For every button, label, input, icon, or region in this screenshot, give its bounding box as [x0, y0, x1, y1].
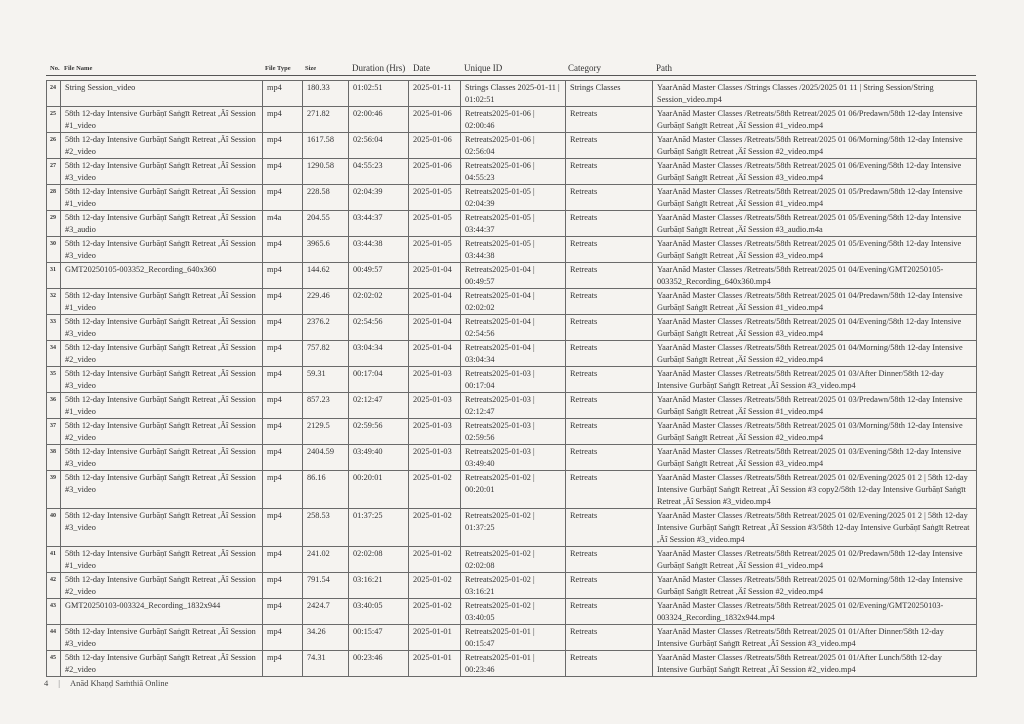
- header-no: No.: [50, 65, 60, 72]
- row-number-cell: 32: [47, 289, 61, 315]
- duration-cell: 03:40:05: [349, 599, 409, 625]
- table-row: [47, 651, 977, 677]
- file-path-cell: YaarAnād Master Classes /Retreats/58th Retreat/2025 01 06/Morning/58th 12-day Intensive Gurbāṇī Saṅgīt Retreat ,Äî Session #2_video.mp4: [653, 133, 977, 159]
- duration-cell: 02:56:04: [349, 133, 409, 159]
- file-size-cell: 241.02: [303, 547, 349, 573]
- unique-id-cell: Retreats2025-01-03 | 03:49:40: [461, 445, 566, 471]
- date-cell: 2025-01-06: [409, 107, 461, 133]
- file-type-cell: mp4: [263, 573, 303, 599]
- unique-id-cell: Retreats2025-01-03 | 02:12:47: [461, 393, 566, 419]
- date-cell: 2025-01-05: [409, 211, 461, 237]
- table-row: [47, 263, 977, 289]
- file-type-cell: mp4: [263, 107, 303, 133]
- row-number-cell: 27: [47, 159, 61, 185]
- table-row: [47, 81, 977, 107]
- file-type-cell: mp4: [263, 509, 303, 547]
- row-number-cell: 40: [47, 509, 61, 547]
- row-number-cell: 26: [47, 133, 61, 159]
- file-name-cell: GMT20250103-003324_Recording_1832x944: [61, 599, 263, 625]
- category-cell: Strings Classes: [566, 81, 653, 107]
- row-number-cell: 43: [47, 599, 61, 625]
- unique-id-cell: Retreats2025-01-06 | 02:00:46: [461, 107, 566, 133]
- date-cell: 2025-01-04: [409, 341, 461, 367]
- header-path: Path: [656, 63, 673, 73]
- category-cell: Retreats: [566, 573, 653, 599]
- category-cell: Retreats: [566, 509, 653, 547]
- row-number-cell: 37: [47, 419, 61, 445]
- category-cell: Retreats: [566, 471, 653, 509]
- file-name-cell: 58th 12-day Intensive Gurbāṇī Saṅgīt Retreat ,Äî Session #1_video: [61, 393, 263, 419]
- header-size: Size: [305, 65, 317, 72]
- file-path-cell: YaarAnād Master Classes /Retreats/58th Retreat/2025 01 02/Evening/2025 01 2 | 58th 12-day Intensive Gurbāṇī Saṅgīt Retreat ,Äî Session #3 copy2/58th 12-day Intensive Gurbāṇī Saṅgīt Retreat ,Äî Session #3_video.mp4: [653, 471, 977, 509]
- file-size-cell: 1290.58: [303, 159, 349, 185]
- duration-cell: 03:49:40: [349, 445, 409, 471]
- row-number-cell: 36: [47, 393, 61, 419]
- file-path-cell: YaarAnād Master Classes /Retreats/58th Retreat/2025 01 04/Evening/58th 12-day Intensive Gurbāṇī Saṅgīt Retreat ,Äî Session #3_video.mp4: [653, 315, 977, 341]
- category-cell: Retreats: [566, 393, 653, 419]
- unique-id-cell: Retreats2025-01-02 | 03:16:21: [461, 573, 566, 599]
- file-name-cell: 58th 12-day Intensive Gurbāṇī Saṅgīt Retreat ,Äî Session #1_video: [61, 547, 263, 573]
- file-name-cell: GMT20250105-003352_Recording_640x360: [61, 263, 263, 289]
- row-number-cell: 34: [47, 341, 61, 367]
- page-footer: [44, 678, 168, 688]
- duration-cell: 04:55:23: [349, 159, 409, 185]
- table-row: [47, 393, 977, 419]
- file-path-cell: YaarAnād Master Classes /Retreats/58th Retreat/2025 01 05/Evening/58th 12-day Intensive Gurbāṇī Saṅgīt Retreat ,Äî Session #3_audio.m4a: [653, 211, 977, 237]
- date-cell: 2025-01-06: [409, 133, 461, 159]
- file-size-cell: 74.31: [303, 651, 349, 677]
- file-size-cell: 791.54: [303, 573, 349, 599]
- page-number: 4: [44, 678, 49, 688]
- category-cell: Retreats: [566, 445, 653, 471]
- category-cell: Retreats: [566, 367, 653, 393]
- file-path-cell: YaarAnād Master Classes /Retreats/58th Retreat/2025 01 04/Morning/58th 12-day Intensive Gurbāṇī Saṅgīt Retreat ,Äî Session #2_video.mp4: [653, 341, 977, 367]
- unique-id-cell: Retreats2025-01-02 | 01:37:25: [461, 509, 566, 547]
- file-type-cell: mp4: [263, 237, 303, 263]
- file-type-cell: mp4: [263, 289, 303, 315]
- file-name-cell: 58th 12-day Intensive Gurbāṇī Saṅgīt Retreat ,Äî Session #2_video: [61, 419, 263, 445]
- unique-id-cell: Retreats2025-01-05 | 02:04:39: [461, 185, 566, 211]
- header-category: Category: [568, 63, 601, 73]
- unique-id-cell: Retreats2025-01-04 | 02:54:56: [461, 315, 566, 341]
- unique-id-cell: Retreats2025-01-06 | 02:56:04: [461, 133, 566, 159]
- category-cell: Retreats: [566, 107, 653, 133]
- unique-id-cell: Strings Classes 2025-01-11 | 01:02:51: [461, 81, 566, 107]
- unique-id-cell: Retreats2025-01-04 | 03:04:34: [461, 341, 566, 367]
- file-size-cell: 229.46: [303, 289, 349, 315]
- file-name-cell: 58th 12-day Intensive Gurbāṇī Saṅgīt Retreat ,Äî Session #1_video: [61, 185, 263, 211]
- row-number-cell: 25: [47, 107, 61, 133]
- date-cell: 2025-01-04: [409, 289, 461, 315]
- row-number-cell: 33: [47, 315, 61, 341]
- duration-cell: 00:49:57: [349, 263, 409, 289]
- file-size-cell: 180.33: [303, 81, 349, 107]
- file-path-cell: YaarAnād Master Classes /Retreats/58th Retreat/2025 01 06/Predawn/58th 12-day Intensive Gurbāṇī Saṅgīt Retreat ,Äî Session #1_video.mp4: [653, 107, 977, 133]
- category-cell: Retreats: [566, 159, 653, 185]
- unique-id-cell: Retreats2025-01-06 | 04:55:23: [461, 159, 566, 185]
- table-row: [47, 367, 977, 393]
- file-name-cell: 58th 12-day Intensive Gurbāṇī Saṅgīt Retreat ,Äî Session #3_video: [61, 237, 263, 263]
- duration-cell: 03:16:21: [349, 573, 409, 599]
- file-size-cell: 3965.6: [303, 237, 349, 263]
- date-cell: 2025-01-04: [409, 315, 461, 341]
- date-cell: 2025-01-03: [409, 445, 461, 471]
- file-path-cell: YaarAnād Master Classes /Retreats/58th Retreat/2025 01 05/Evening/58th 12-day Intensive Gurbāṇī Saṅgīt Retreat ,Äî Session #3_video.mp4: [653, 237, 977, 263]
- file-name-cell: 58th 12-day Intensive Gurbāṇī Saṅgīt Retreat ,Äî Session #2_video: [61, 651, 263, 677]
- duration-cell: 00:15:47: [349, 625, 409, 651]
- row-number-cell: 39: [47, 471, 61, 509]
- table-row: [47, 159, 977, 185]
- file-type-cell: mp4: [263, 547, 303, 573]
- file-type-cell: mp4: [263, 81, 303, 107]
- table-row: [47, 573, 977, 599]
- unique-id-cell: Retreats2025-01-01 | 00:23:46: [461, 651, 566, 677]
- date-cell: 2025-01-03: [409, 393, 461, 419]
- header-file-name: File Name: [64, 65, 93, 72]
- table-row: [47, 185, 977, 211]
- category-cell: Retreats: [566, 625, 653, 651]
- file-path-cell: YaarAnād Master Classes /Retreats/58th Retreat/2025 01 06/Evening/58th 12-day Intensive Gurbāṇī Saṅgīt Retreat ,Äî Session #3_video.mp4: [653, 159, 977, 185]
- duration-cell: 02:00:46: [349, 107, 409, 133]
- footer-title: Anād Khaṇḍ Saṁthiā Online: [69, 678, 169, 688]
- file-type-cell: mp4: [263, 315, 303, 341]
- file-path-cell: YaarAnād Master Classes /Retreats/58th Retreat/2025 01 02/Evening/GMT20250103-003324_Recording_1832x944.mp4: [653, 599, 977, 625]
- row-number-cell: 24: [47, 81, 61, 107]
- date-cell: 2025-01-02: [409, 573, 461, 599]
- table-row: [47, 341, 977, 367]
- duration-cell: 02:02:08: [349, 547, 409, 573]
- file-size-cell: 757.82: [303, 341, 349, 367]
- file-type-cell: m4a: [263, 211, 303, 237]
- file-table: [46, 80, 977, 677]
- file-path-cell: YaarAnād Master Classes /Retreats/58th Retreat/2025 01 01/After Dinner/58th 12-day Intensive Gurbāṇī Saṅgīt Retreat ,Äî Session #3_video.mp4: [653, 625, 977, 651]
- category-cell: Retreats: [566, 547, 653, 573]
- file-name-cell: 58th 12-day Intensive Gurbāṇī Saṅgīt Retreat ,Äî Session #3_video: [61, 445, 263, 471]
- file-path-cell: YaarAnād Master Classes /Retreats/58th Retreat/2025 01 01/After Lunch/58th 12-day Intensive Gurbāṇī Saṅgīt Retreat ,Äî Session #2_video.mp4: [653, 651, 977, 677]
- file-name-cell: 58th 12-day Intensive Gurbāṇī Saṅgīt Retreat ,Äî Session #3_video: [61, 471, 263, 509]
- duration-cell: 00:17:04: [349, 367, 409, 393]
- file-path-cell: YaarAnād Master Classes /Retreats/58th Retreat/2025 01 03/Evening/58th 12-day Intensive Gurbāṇī Saṅgīt Retreat ,Äî Session #3_video.mp4: [653, 445, 977, 471]
- table-row: [47, 599, 977, 625]
- table-row: [47, 107, 977, 133]
- file-type-cell: mp4: [263, 341, 303, 367]
- row-number-cell: 42: [47, 573, 61, 599]
- file-type-cell: mp4: [263, 133, 303, 159]
- table-row: [47, 445, 977, 471]
- duration-cell: 01:02:51: [349, 81, 409, 107]
- date-cell: 2025-01-02: [409, 599, 461, 625]
- file-name-cell: 58th 12-day Intensive Gurbāṇī Saṅgīt Retreat ,Äî Session #2_video: [61, 133, 263, 159]
- file-type-cell: mp4: [263, 625, 303, 651]
- unique-id-cell: Retreats2025-01-03 | 02:59:56: [461, 419, 566, 445]
- file-name-cell: 58th 12-day Intensive Gurbāṇī Saṅgīt Retreat ,Äî Session #3_video: [61, 625, 263, 651]
- unique-id-cell: Retreats2025-01-05 | 03:44:38: [461, 237, 566, 263]
- date-cell: 2025-01-05: [409, 237, 461, 263]
- file-path-cell: YaarAnād Master Classes /Retreats/58th Retreat/2025 01 02/Predawn/58th 12-day Intensive Gurbāṇī Saṅgīt Retreat ,Äî Session #1_video.mp4: [653, 547, 977, 573]
- file-size-cell: 857.23: [303, 393, 349, 419]
- duration-cell: 00:20:01: [349, 471, 409, 509]
- file-size-cell: 86.16: [303, 471, 349, 509]
- file-path-cell: YaarAnād Master Classes /Retreats/58th Retreat/2025 01 03/Predawn/58th 12-day Intensive Gurbāṇī Saṅgīt Retreat ,Äî Session #1_video.mp4: [653, 393, 977, 419]
- unique-id-cell: Retreats2025-01-03 | 00:17:04: [461, 367, 566, 393]
- unique-id-cell: Retreats2025-01-02 | 03:40:05: [461, 599, 566, 625]
- file-type-cell: mp4: [263, 419, 303, 445]
- date-cell: 2025-01-02: [409, 509, 461, 547]
- unique-id-cell: Retreats2025-01-02 | 02:02:08: [461, 547, 566, 573]
- file-type-cell: mp4: [263, 599, 303, 625]
- unique-id-cell: Retreats2025-01-01 | 00:15:47: [461, 625, 566, 651]
- category-cell: Retreats: [566, 315, 653, 341]
- duration-cell: 01:37:25: [349, 509, 409, 547]
- file-path-cell: YaarAnād Master Classes /Retreats/58th Retreat/2025 01 05/Predawn/58th 12-day Intensive Gurbāṇī Saṅgīt Retreat ,Äî Session #1_video.mp4: [653, 185, 977, 211]
- file-name-cell: 58th 12-day Intensive Gurbāṇī Saṅgīt Retreat ,Äî Session #3_video: [61, 159, 263, 185]
- file-type-cell: mp4: [263, 393, 303, 419]
- table-row: [47, 237, 977, 263]
- table-row: [47, 547, 977, 573]
- file-path-cell: YaarAnād Master Classes /Retreats/58th Retreat/2025 01 03/After Dinner/58th 12-day Intensive Gurbāṇī Saṅgīt Retreat ,Äî Session #3_video.mp4: [653, 367, 977, 393]
- category-cell: Retreats: [566, 289, 653, 315]
- file-size-cell: 271.82: [303, 107, 349, 133]
- unique-id-cell: Retreats2025-01-02 | 00:20:01: [461, 471, 566, 509]
- table-row: [47, 625, 977, 651]
- file-name-cell: 58th 12-day Intensive Gurbāṇī Saṅgīt Retreat ,Äî Session #3_video: [61, 509, 263, 547]
- header-unique-id: Unique ID: [464, 63, 503, 73]
- date-cell: 2025-01-01: [409, 651, 461, 677]
- category-cell: Retreats: [566, 133, 653, 159]
- footer-separator: |: [58, 678, 60, 688]
- file-path-cell: YaarAnād Master Classes /Retreats/58th Retreat/2025 01 04/Evening/GMT20250105-003352_Recording_640x360.mp4: [653, 263, 977, 289]
- file-size-cell: 2129.5: [303, 419, 349, 445]
- file-type-cell: mp4: [263, 445, 303, 471]
- file-name-cell: 58th 12-day Intensive Gurbāṇī Saṅgīt Retreat ,Äî Session #3_video: [61, 367, 263, 393]
- file-size-cell: 2424.7: [303, 599, 349, 625]
- duration-cell: 02:02:02: [349, 289, 409, 315]
- category-cell: Retreats: [566, 599, 653, 625]
- category-cell: Retreats: [566, 211, 653, 237]
- table-row: [47, 471, 977, 509]
- row-number-cell: 45: [47, 651, 61, 677]
- file-type-cell: mp4: [263, 367, 303, 393]
- file-path-cell: YaarAnād Master Classes /Retreats/58th Retreat/2025 01 04/Predawn/58th 12-day Intensive Gurbāṇī Saṅgīt Retreat ,Äî Session #1_video.mp4: [653, 289, 977, 315]
- file-size-cell: 2404.59: [303, 445, 349, 471]
- file-name-cell: String Session_video: [61, 81, 263, 107]
- file-size-cell: 204.55: [303, 211, 349, 237]
- file-type-cell: mp4: [263, 185, 303, 211]
- row-number-cell: 30: [47, 237, 61, 263]
- row-number-cell: 38: [47, 445, 61, 471]
- table-row: [47, 133, 977, 159]
- header-file-type: File Type: [265, 65, 291, 72]
- category-cell: Retreats: [566, 419, 653, 445]
- file-size-cell: 2376.2: [303, 315, 349, 341]
- file-type-cell: mp4: [263, 471, 303, 509]
- file-size-cell: 59.31: [303, 367, 349, 393]
- row-number-cell: 28: [47, 185, 61, 211]
- table-row: [47, 509, 977, 547]
- file-name-cell: 58th 12-day Intensive Gurbāṇī Saṅgīt Retreat ,Äî Session #3_video: [61, 315, 263, 341]
- date-cell: 2025-01-05: [409, 185, 461, 211]
- duration-cell: 03:04:34: [349, 341, 409, 367]
- duration-cell: 02:59:56: [349, 419, 409, 445]
- row-number-cell: 35: [47, 367, 61, 393]
- duration-cell: 00:23:46: [349, 651, 409, 677]
- table-row: [47, 419, 977, 445]
- file-size-cell: 144.62: [303, 263, 349, 289]
- date-cell: 2025-01-03: [409, 419, 461, 445]
- table-row: [47, 289, 977, 315]
- category-cell: Retreats: [566, 341, 653, 367]
- file-name-cell: 58th 12-day Intensive Gurbāṇī Saṅgīt Retreat ,Äî Session #1_video: [61, 289, 263, 315]
- date-cell: 2025-01-02: [409, 471, 461, 509]
- date-cell: 2025-01-06: [409, 159, 461, 185]
- date-cell: 2025-01-03: [409, 367, 461, 393]
- file-path-cell: YaarAnād Master Classes /Retreats/58th Retreat/2025 01 03/Morning/58th 12-day Intensive Gurbāṇī Saṅgīt Retreat ,Äî Session #2_video.mp4: [653, 419, 977, 445]
- file-type-cell: mp4: [263, 651, 303, 677]
- date-cell: 2025-01-04: [409, 263, 461, 289]
- date-cell: 2025-01-11: [409, 81, 461, 107]
- table-row: [47, 211, 977, 237]
- table-row: [47, 315, 977, 341]
- file-name-cell: 58th 12-day Intensive Gurbāṇī Saṅgīt Retreat ,Äî Session #2_video: [61, 573, 263, 599]
- row-number-cell: 29: [47, 211, 61, 237]
- file-size-cell: 258.53: [303, 509, 349, 547]
- category-cell: Retreats: [566, 185, 653, 211]
- file-name-cell: 58th 12-day Intensive Gurbāṇī Saṅgīt Retreat ,Äî Session #1_video: [61, 107, 263, 133]
- header-duration: Duration (Hrs): [352, 63, 406, 73]
- file-size-cell: 1617.58: [303, 133, 349, 159]
- file-path-cell: YaarAnād Master Classes /Retreats/58th Retreat/2025 01 02/Evening/2025 01 2 | 58th 12-day Intensive Gurbāṇī Saṅgīt Retreat ,Äî Session #3/58th 12-day Intensive Gurbāṇī Saṅgīt Retreat ,Äî Session #3_video.mp4: [653, 509, 977, 547]
- row-number-cell: 44: [47, 625, 61, 651]
- file-size-cell: 34.26: [303, 625, 349, 651]
- file-type-cell: mp4: [263, 159, 303, 185]
- file-path-cell: YaarAnād Master Classes /Strings Classes /2025/2025 01 11 | String Session/String Session_video.mp4: [653, 81, 977, 107]
- table-header: [46, 61, 976, 76]
- duration-cell: 02:12:47: [349, 393, 409, 419]
- file-path-cell: YaarAnād Master Classes /Retreats/58th Retreat/2025 01 02/Morning/58th 12-day Intensive Gurbāṇī Saṅgīt Retreat ,Äî Session #2_video.mp4: [653, 573, 977, 599]
- category-cell: Retreats: [566, 237, 653, 263]
- duration-cell: 02:54:56: [349, 315, 409, 341]
- duration-cell: 03:44:37: [349, 211, 409, 237]
- unique-id-cell: Retreats2025-01-04 | 00:49:57: [461, 263, 566, 289]
- file-type-cell: mp4: [263, 263, 303, 289]
- file-name-cell: 58th 12-day Intensive Gurbāṇī Saṅgīt Retreat ,Äî Session #3_audio: [61, 211, 263, 237]
- row-number-cell: 31: [47, 263, 61, 289]
- date-cell: 2025-01-02: [409, 547, 461, 573]
- file-size-cell: 228.58: [303, 185, 349, 211]
- header-date: Date: [413, 63, 430, 73]
- unique-id-cell: Retreats2025-01-05 | 03:44:37: [461, 211, 566, 237]
- category-cell: Retreats: [566, 651, 653, 677]
- file-name-cell: 58th 12-day Intensive Gurbāṇī Saṅgīt Retreat ,Äî Session #2_video: [61, 341, 263, 367]
- duration-cell: 03:44:38: [349, 237, 409, 263]
- duration-cell: 02:04:39: [349, 185, 409, 211]
- date-cell: 2025-01-01: [409, 625, 461, 651]
- unique-id-cell: Retreats2025-01-04 | 02:02:02: [461, 289, 566, 315]
- row-number-cell: 41: [47, 547, 61, 573]
- category-cell: Retreats: [566, 263, 653, 289]
